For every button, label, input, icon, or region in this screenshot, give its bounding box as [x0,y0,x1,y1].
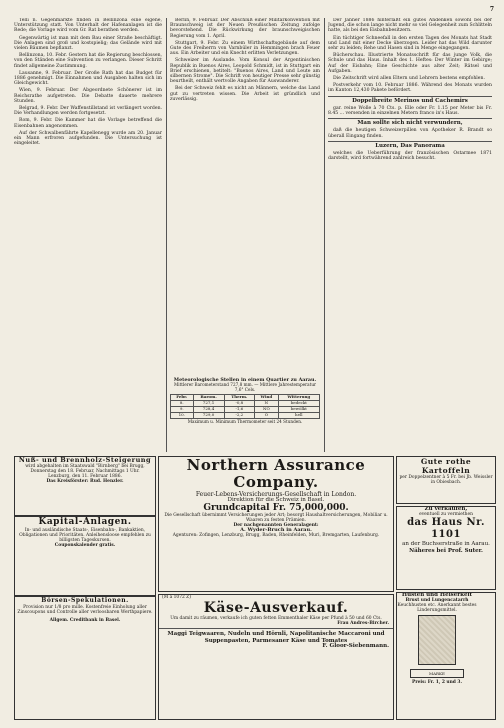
section-divider [328,141,492,142]
ad-body: In- und ausländische Staats-, Eisenbahn-, Bankaktien, Obligationen und Prioritäten. Anleihensloose empfehlen zu billigsten Tageskursen. [19,528,151,543]
weather-cell: N [255,401,278,407]
news-paragraph: Schweizer im Auslande. Vom Konsul der Argentinischen Republik in Buenos Aires, Leopold Schmidt, ist in Stuttgart ein Brief erschienen, betitelt: "Buenos Aires, Land und Leute am silbernen Strome". Die Schrift von heutiger Presse sehr günstig beurtheilt, enthält wertvolle Angaben für Auswanderer. [170,58,320,85]
ad-kapital-anlagen [14,516,156,596]
ad-kartoffeln [396,456,496,504]
ad-subtitle: eventuell zu vermiethen [419,512,473,517]
ad-title: Zu verkaufen, [424,506,468,512]
page-header [14,6,494,16]
ad-northern-assurance [158,456,394,592]
product-label-image [418,615,456,665]
news-paragraph: Ein tüchtiger Schneefall in den ersten Tagen des Monats hat Stadt und Land mit einer Decke überzogen. Leider hat das Wild darunter sehr zu leiden; Rehe und Hasen sind in Menge eingegangen. [328,35,492,52]
ad-note: Die Gesellschaft übernimmt Versicherungen jeder Art; besorgt Haushaltversicherungen, Mobiliar u. Waaren zu festen Prämien. [164,513,388,523]
notice-title: Man sollte sich nicht verwundern, [357,120,463,127]
section-divider [328,118,492,119]
weather-subtitle: Mittlerer Barometerstand 727,8 mm. — Mittlere Jahrestemperatur 7,6° Cels. [173,381,317,392]
weather-cell: NO [255,406,278,412]
ad-boersen [14,596,156,720]
news-paragraph: Bei der Schweiz fehlt es nicht an Männern, welche das Land gut zu vertreten wissen. Die Arbeit ist gründlich und zuverlässig. [170,86,320,102]
newspaper-page [14,6,494,722]
ad-subagents: Agenturen: Zofingen, Lenzburg, Brugg, Baden, Rheinfelden, Muri, Bremgarten, Laufenburg. [172,533,380,538]
product-image-wrapper [397,613,477,678]
news-paragraph: Auf der Schwalbenfährte Kapellenegg wurde am 20. Januar ein Mann erfroren aufgefunden. Die Untersuchung ist eingeleitet. [14,130,162,147]
ad-nuss-steigerung [14,456,156,516]
news-paragraph: Gegenwärtig ist man mit dem Bau einer Straße beschäftigt. Die Anlagen sind groß und kostspielig; das Gelände wird mit vielen Bäumen bepflanzt. [14,35,162,52]
ad-items: Maggi Teigwaaren, Nudeln und Hörnli, Napolitanische Maccaroni und Suppenpasten, Parmesaner Käse und Tomates [167,631,385,644]
weather-cell: hell [278,412,319,418]
notice-title: Luzern, Das Panorama [375,142,445,149]
weather-header: Therm. [224,395,255,401]
ad-sub: Couponskalender gratis. [54,543,116,548]
news-paragraph: Die Zeitschrift wird allen Eltern und Lehrern bestens empfohlen. [333,76,485,82]
ad-title: Börsen-Spekulationen. [41,597,129,604]
brand-mark: MARKE [410,669,464,678]
ad-body: Keuchhusten etc. Anerkannt bestes Linderungsmittel. [397,603,477,613]
weather-cell: -2,2 [224,412,255,418]
section-divider [159,628,393,629]
weather-cell: O [255,412,278,418]
weather-cell: bewölkt [278,406,319,412]
weather-note: Maximum u. Minimum Thermometer seit 24 Stunden. [187,418,303,424]
ad-capital: Grundcapital Fr. 75,000,000. [203,503,349,513]
ad-haus-verkauf [396,506,496,590]
news-column-left [14,18,162,452]
ad-agents-title: Der nachgenannten Generalagent: [233,523,319,528]
ad-title: Käse-Ausverkauf. [203,600,349,616]
news-paragraph: Berlin, 9. Februar. Der Abschluß einer Militärkonvention mit Braunschweig ist der Neuen Preußischen Zeitung zufolge bevorstehend. Die Rückwirkung der braunschweigischen Regierung vom 1. April. [170,18,320,39]
weather-title: Meteorologische Stellen in einem Quartier zu Aarau. [173,377,317,383]
ad-place: Lenzburg, den 11. Februar 1886. [48,474,122,479]
weather-cell: 727,1 [193,401,224,407]
weather-header: Witterung [278,395,319,401]
ad-agents: A. Wyder-Bruch in Aarau. [240,527,312,533]
ad-subtitle: Brust und Lungencatarrh [405,598,469,603]
news-column-right [328,18,492,450]
ad-kaese-ausverkauf [158,594,394,720]
weather-header: Barom. [193,395,224,401]
table-row [171,412,320,418]
ad-contact: Näheres bei Prof. Suter. [409,547,483,554]
ad-signature: Das Kreisförster: Rud. Henzler. [46,479,124,484]
notice-title: Doppelbreite Merinos und Cachemirs [352,97,468,104]
ad-husten [396,592,496,720]
news-paragraph: Lausanne, 9. Februar. Der Große Rath hat das Budget für 1886 genehmigt. Die Einnahmen und Ausgaben halten sich im Gleichgewicht. [14,70,162,87]
weather-cell: 10. [171,412,194,418]
weather-cell: 728,4 [193,406,224,412]
news-paragraph: Der Jänner 1886 hinterläßt ein gutes Andenken sowohl bei der Jugend, die schon lange nicht mehr so viel Gelegenheit zum Schlitteln hatte, als bei den Eisbahnbesitzern. [328,18,492,34]
weather-cell: 729,0 [193,412,224,418]
ad-body: Um damit zu räumen, verkaufe ich guten fetten Emmenthaler Käse per Pfund à 50 und 60 Cts. [170,616,382,621]
news-paragraph: Rom, 9. Febr. Die Kammer hat die Vorlage betreffend die Eisenbahnen angenommen. [14,118,162,129]
ad-number: das Haus Nr. 1101 [407,517,485,540]
page-number: 7 [489,6,494,13]
news-paragraph: Belgrad, 9. Febr. Der Waffenstillstand ist verlängert worden. Die Verhandlungen werden fortgesetzt. [14,106,162,117]
ad-title: Kapital-Anlagen. [38,517,132,527]
ad-marker: (M à 1072 Z) [162,595,191,600]
ad-title: Husten und Heiserkeit [401,592,473,598]
ad-footer: Allgem. Creditbank in Basel. [49,618,121,623]
ad-subtitle: Feuer-Lebens-Versicherungs-Gesellschaft in London. [195,491,357,498]
news-paragraph: Telli n. Gegenmärkte finden in Bellinzona eine eigene, Unterstützung statt. Von Unterhalt der Hafenanlagen ist die Rede; die Vorlage wird vom Gr. Rat berathen werden. [14,18,162,34]
weather-cell: bedeckt [278,401,319,407]
ad-seller: F. Gloor-Siebenmann. [322,643,389,649]
ad-shop: Frau Andres-Bircher. [337,621,389,626]
weather-table [170,394,320,418]
column-divider [324,18,325,452]
ad-street: an der Buchserstraße in Aarau. [402,541,490,547]
weather-cell: 9. [171,406,194,412]
section-divider [328,96,492,97]
weather-header: Febr. [171,395,194,401]
news-paragraph: Bellinzona, 10. Febr. Gestern hat die Regierung beschlossen, von den Ständen eine Subvention zu verlangen. Dieser Schritt findet allgemeine Zustimmung. [14,53,162,69]
ad-price: Preis: Fr. 1, 2 und 3. [412,680,462,685]
ad-title: Gute rothe Kartoffeln [420,457,472,475]
notice-text: gar. reine Wolle à 70 Cts. p. Elle oder Fr. 1.15 per Meter bis Fr. 8.45 ... versenden in einzelnen Metern franco in's Haus. [328,105,492,117]
weather-report [170,378,320,448]
news-paragraph: Bücherschau. Illustrierte Monatsschrift für das junge Volk, die Schule und das Haus. Inhalt des 1. Heftes: Der Winter im Gebirge; Auf der Eisbahn; Eine Geschichte aus alter Zeit; Rätsel und Aufgaben. [328,53,492,74]
weather-cell: -0,8 [224,401,255,407]
news-paragraph: Stuttgart, 9. Febr. Zu einem Wirthschaftsgebäude auf dem Gute des Freiherrn von Varnbüler in Hemmingen brach Feuer aus. Ein Arbeiter und ein Knecht erlitten Verletzungen. [170,40,320,57]
column-divider [166,18,167,452]
news-paragraph: Wien, 9. Februar. Der Abgeordnete Schönerer ist im Reichsrathe aufgetreten. Die Debatte dauerte mehrere Stunden. [14,88,162,104]
weather-cell: -1,6 [224,406,255,412]
news-column-middle [170,18,320,374]
ad-direction: Direktion für die Schweiz in Basel. [227,497,325,503]
notice-text: daß die heutigen Schweizerpillen von Apotheker R. Brandt so überall Eingang finden. [328,128,492,139]
ad-title: Nuß- und Brennholz-Steigerung [18,456,152,464]
notice-text: welches die Ueberführung der französischen Ostarmee 1871 darstellt, wird fortwährend zahlreich besucht. [328,151,492,162]
ad-body: per Doppelzentner à 5 Fr. bei Jb. Weissler in Obiesbach. [399,475,493,485]
weather-cell: 8. [171,401,194,407]
ad-body: wird abgehalten im Staatswald "Birnberg" bei Brugg, Donnerstag den 18. Februar, Nachmittags 1 Uhr. [25,464,145,474]
weather-header: Wind [255,395,278,401]
ad-body: Provision nur 1/8 pro mille. Kostenfreie Einholung aller Zinscoupons und Controlle aller verloosbaren Werthpapiere. [17,605,153,615]
news-paragraph: Postverkehr vom 10. Februar 1886. Während des Monats wurden im Kanton 12,430 Pakete befördert. [328,83,492,94]
ad-title: Northern Assurance Company. [186,456,366,491]
